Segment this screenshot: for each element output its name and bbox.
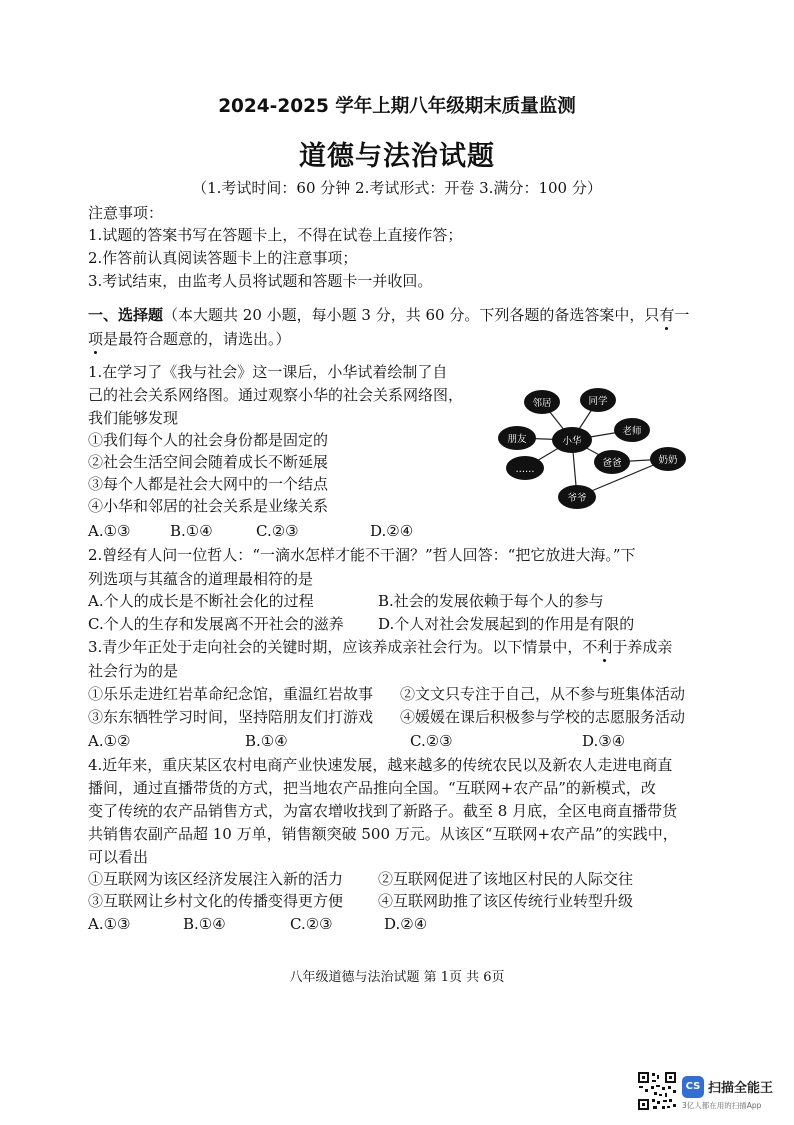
q2-option-d: D.个人对社会发展起到的作用是有限的	[378, 615, 635, 633]
diagram-label: 邻居	[532, 398, 552, 409]
page-footer: 八年级道德与法治试题 第 1页 共 6页	[289, 970, 505, 985]
section1-title: 一、选择题	[88, 306, 164, 324]
q3-statement: ③东东牺牲学习时间，坚持陪朋友们打游戏	[88, 708, 374, 726]
diagram-label: 小华	[562, 436, 582, 447]
q1-statement: ③每个人都是社会大网中的一个结点	[88, 475, 329, 493]
q2-option-b: B.社会的发展依赖于每个人的参与	[378, 592, 604, 610]
q4-stem-line: 可以看出	[88, 848, 149, 866]
q4-stem-line: 4.近年来，重庆某区农村电商产业快速发展，越来越多的传统农民以及新农人走进电商直	[88, 756, 673, 774]
diagram-label: 朋友	[507, 434, 527, 445]
q4-option-b: B.①④	[183, 915, 226, 933]
q3-statement: ④媛媛在课后积极参与学校的志愿服务活动	[400, 708, 686, 726]
q1-statement: ②社会生活空间会随着成长不断延展	[88, 453, 329, 471]
q4-stem-line: 共销售农副产品超 10 万单，销售额突破 500 万元。从该区“互联网+农产品”的实践中，	[88, 825, 678, 843]
qr-code-icon	[637, 1071, 677, 1111]
social-network-diagram	[492, 380, 702, 515]
q1-stem-line: 己的社会关系网络图。通过观察小华的社会关系网络图，	[88, 386, 464, 404]
emphasis-text: 项	[88, 330, 104, 348]
diagram-label: 同学	[588, 396, 608, 407]
emphasis-text: 不利于	[582, 638, 628, 656]
note-item: 1.试题的答案书写在答题卡上，不得在试卷上直接作答；	[88, 226, 463, 244]
diagram-label: 奶奶	[658, 455, 678, 466]
q1-statement: ④小华和邻居的社会关系是业缘关系	[88, 497, 329, 515]
q1-option-b: B.①④	[170, 522, 213, 540]
q4-statement: ①互联网为该区经济发展注入新的活力	[88, 870, 344, 888]
q1-statement: ①我们每个人的社会身份都是固定的	[88, 431, 329, 449]
q4-option-c: C.②③	[290, 915, 333, 933]
q3-option-c: C.②③	[410, 732, 453, 750]
diagram-label: ……	[515, 464, 535, 475]
q1-option-c: C.②③	[256, 522, 299, 540]
exam-title: 2024-2025 学年上期八年级期末质量监测	[218, 96, 576, 117]
q2-stem-line: 列选项与其蕴含的道理最相符的是	[88, 570, 314, 588]
q4-statement: ②互联网促进了该地区村民的人际交往	[378, 870, 634, 888]
q3-statement: ①乐乐走进红岩革命纪念馆，重温红岩故事	[88, 685, 374, 703]
section1-instruction: 一、选择题（本大题共 20 小题，每小题 3 分，共 60 分。下列各题的备选答案中，只有一	[88, 306, 690, 324]
subject-title: 道德与法治试题	[299, 141, 495, 172]
q3-option-b: B.①④	[245, 732, 288, 750]
scanner-app-name: 扫描全能王	[708, 1081, 774, 1096]
diagram-label: 老师	[622, 426, 642, 437]
q1-stem-line: 1.在学习了《我与社会》这一课后，小华试着绘制了自	[88, 363, 448, 381]
q4-statement: ④互联网助推了该区传统行业转型升级	[378, 892, 634, 910]
scanner-app-logo: CS	[682, 1076, 704, 1098]
q4-option-a: A.①③	[88, 915, 131, 933]
diagram-label: 爸爸	[602, 458, 622, 469]
q4-statement: ③互联网让乡村文化的传播变得更方便	[88, 892, 344, 910]
exam-info: （1.考试时间：60 分钟 2.考试形式：开卷 3.满分：100 分）	[192, 179, 602, 197]
scanner-app-tagline: 3亿人都在用的扫描App	[682, 1101, 762, 1110]
diagram-label: 爷爷	[567, 493, 587, 504]
emphasis-text: 只有一	[644, 306, 690, 324]
q3-option-a: A.①②	[88, 732, 131, 750]
q4-option-d: D.②④	[384, 915, 428, 933]
q3-option-d: D.③④	[582, 732, 626, 750]
q2-stem-line: 2.曾经有人问一位哲人：“一滴水怎样才能不干涸？”哲人回答：“把它放进大海。”下	[88, 546, 636, 564]
q3-stem-line: 3.青少年正处于走向社会的关键时期，应该养成亲社会行为。以下情景中，不利于养成亲	[88, 638, 673, 656]
q1-option-d: D.②④	[370, 522, 414, 540]
q1-stem-line: 我们能够发现	[88, 409, 179, 427]
section1-instruction-cont: 项是最符合题意的，请选出。）	[88, 330, 291, 348]
q3-statement: ②文文只专注于自己，从不参与班集体活动	[400, 685, 686, 703]
note-item: 2.作答前认真阅读答题卡上的注意事项；	[88, 249, 358, 267]
note-item: 3.考试结束，由监考人员将试题和答题卡一并收回。	[88, 272, 433, 290]
notes-heading: 注意事项：	[88, 204, 164, 222]
q4-stem-line: 变了传统的农产品销售方式，为富农增收找到了新路子。截至 8 月底，全区电商直播带货	[88, 802, 678, 820]
q3-stem-line: 社会行为的是	[88, 662, 179, 680]
q1-option-a: A.①③	[88, 522, 131, 540]
q4-stem-line: 播间，通过直播带货的方式，把当地农产品推向全国。“互联网+农产品”的新模式，改	[88, 779, 656, 797]
q2-option-c: C.个人的生存和发展离不开社会的滋养	[88, 615, 344, 633]
q2-option-a: A.个人的成长是不断社会化的过程	[88, 592, 314, 610]
